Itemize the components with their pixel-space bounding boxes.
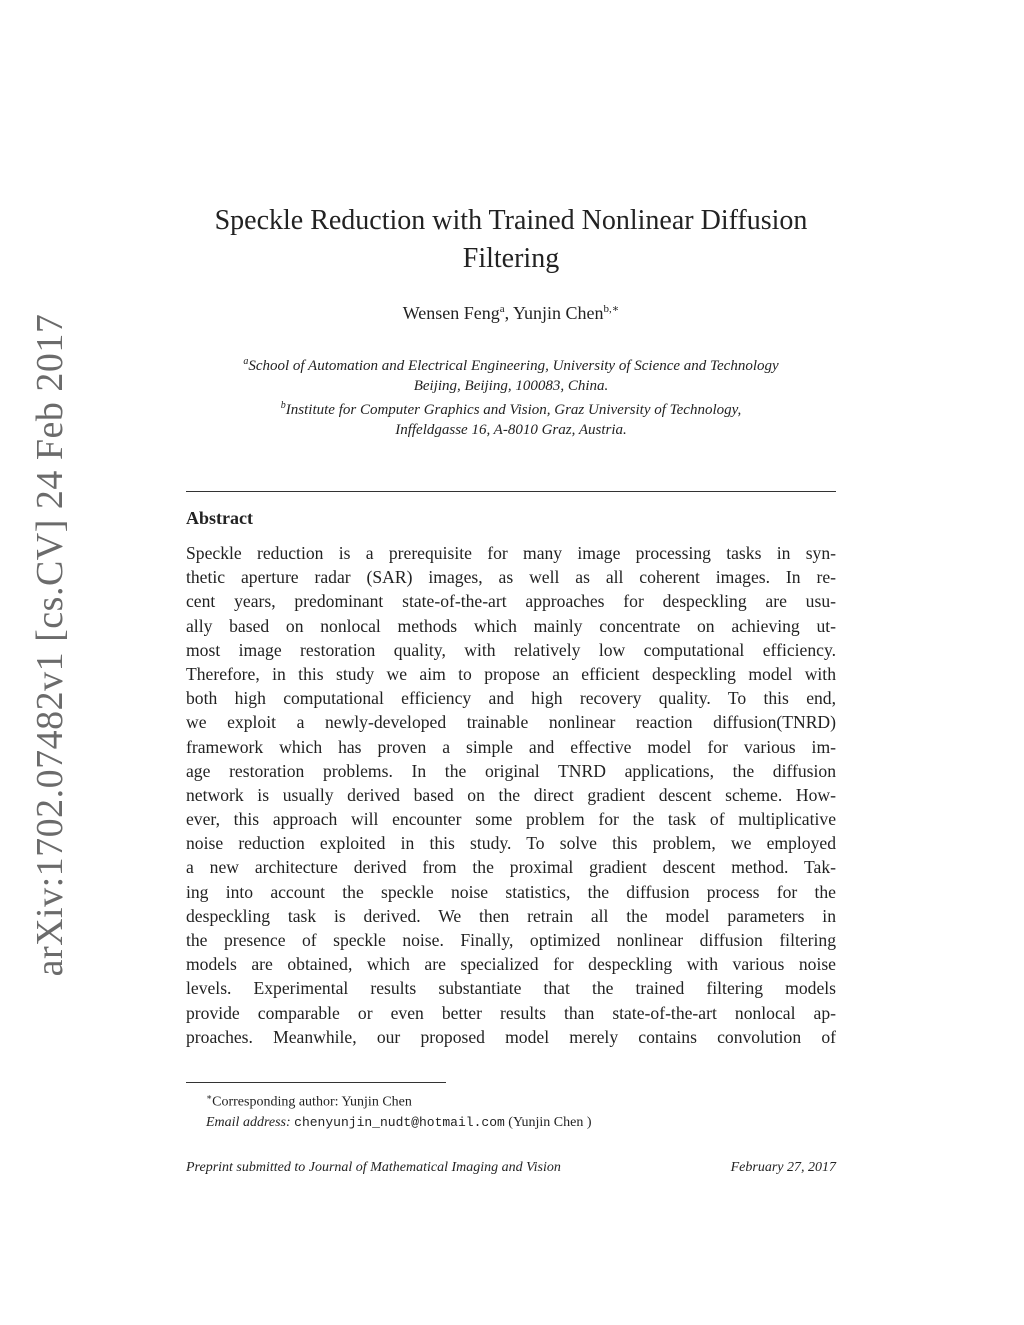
arxiv-stamp [0,0,80,1325]
abstract-line: Therefore, in this study we aim to propose an efficient despeckling model with [186,663,836,684]
abstract-line: models are obtained, which are specialized for despeckling with various noise [186,954,836,975]
affiliation-a-text: School of Automation and Electrical Engineering, University of Science and Technology [248,358,779,374]
paper-title [186,202,836,278]
abstract-line: framework which has proven a simple and effective model for various im- [186,736,836,757]
email-link[interactable]: chenyunjin_nudt@hotmail.com [294,1114,505,1130]
abstract-line: ally based on nonlocal methods which mainly concentrate on achieving ut- [186,615,836,636]
abstract-heading: Abstract [186,508,253,528]
affiliation-b-line-1 [186,396,836,420]
author-2-mark: b,∗ [603,303,620,315]
abstract-line: despeckling task is derived. We then retrain all the model parameters in [186,905,836,926]
author-1: Wensen Feng [402,303,500,323]
abstract-body [186,541,836,1049]
abstract-line: Speckle reduction is a prerequisite for many image processing tasks in syn- [186,543,836,563]
author-1-mark: a [499,303,505,315]
corresponding-author: Corresponding author: Yunjin Chen [212,1094,412,1110]
email-label: Email address: [206,1114,291,1130]
abstract-line: provide comparable or even better results than state-of-the-art nonlocal ap- [186,1002,836,1023]
abstract-line: network is usually derived based on the direct gradient descent scheme. How- [186,784,836,805]
abstract-line: age restoration problems. In the original TNRD applications, the diffusion [186,760,836,781]
abstract-line: both high computational efficiency and high recovery quality. To this end, [186,688,836,709]
email-owner: (Yunjin Chen ) [508,1114,592,1130]
affiliation-a-mark: a [243,356,249,367]
abstract-line: most image restoration quality, with relatively low computational efficiency. [186,639,836,660]
author-2: Yunjin Chen [513,303,604,323]
author-separator: , [504,303,513,323]
title-line-2: Filtering [462,243,560,274]
abstract-line: the presence of speckle noise. Finally, optimized nonlinear diffusion filtering [186,930,836,950]
arxiv-id: arXiv:1702.07482v1 [cs.CV] 24 Feb 2017 [29,313,71,977]
abstract-line: ever, this approach will encounter some problem for the task of multiplicative [186,809,836,830]
affiliation-a-line-1 [186,352,836,376]
author-list [186,302,836,324]
abstract-top-rule [186,491,836,492]
preprint-footer [186,1160,836,1176]
preprint-journal: Preprint submitted to Journal of Mathematical Imaging and Vision [186,1160,561,1175]
abstract-line: we exploit a newly-developed trainable nonlinear reaction diffusion(TNRD) [186,712,836,733]
affiliation-b-mark: b [280,400,286,411]
affiliations [186,352,836,440]
footnote-corresponding [206,1087,592,1113]
footnote-mark: ∗ [206,1092,213,1102]
affiliation-a-line-2: Beijing, Beijing, 100083, China. [413,378,609,394]
title-line-1: Speckle Reduction with Trained Nonlinear Diffusion [214,205,808,236]
affiliation-b-text: Institute for Computer Graphics and Vision, Graz University of Technology, [285,402,742,418]
abstract-line: ing into account the speckle noise statistics, the diffusion process for the [186,881,836,902]
abstract-line: cent years, predominant state-of-the-art approaches for despeckling are usu- [186,591,836,612]
abstract-line: levels. Experimental results substantiate that the trained filtering models [186,978,836,999]
abstract-line: noise reduction exploited in this study. To solve this problem, we employed [186,833,836,854]
affiliation-b-line-2: Inffeldgasse 16, A-8010 Graz, Austria. [395,422,627,438]
abstract-line: thetic aperture radar (SAR) images, as well as all coherent images. In re- [186,567,836,588]
footnote-email-line [206,1113,592,1133]
preprint-date: February 27, 2017 [730,1160,836,1175]
footnote [206,1087,592,1133]
abstract-line: proaches. Meanwhile, our proposed model merely contains convolution of [186,1026,836,1047]
footnote-rule [186,1082,446,1083]
abstract-line: a new architecture derived from the proximal gradient descent method. Tak- [186,857,836,878]
